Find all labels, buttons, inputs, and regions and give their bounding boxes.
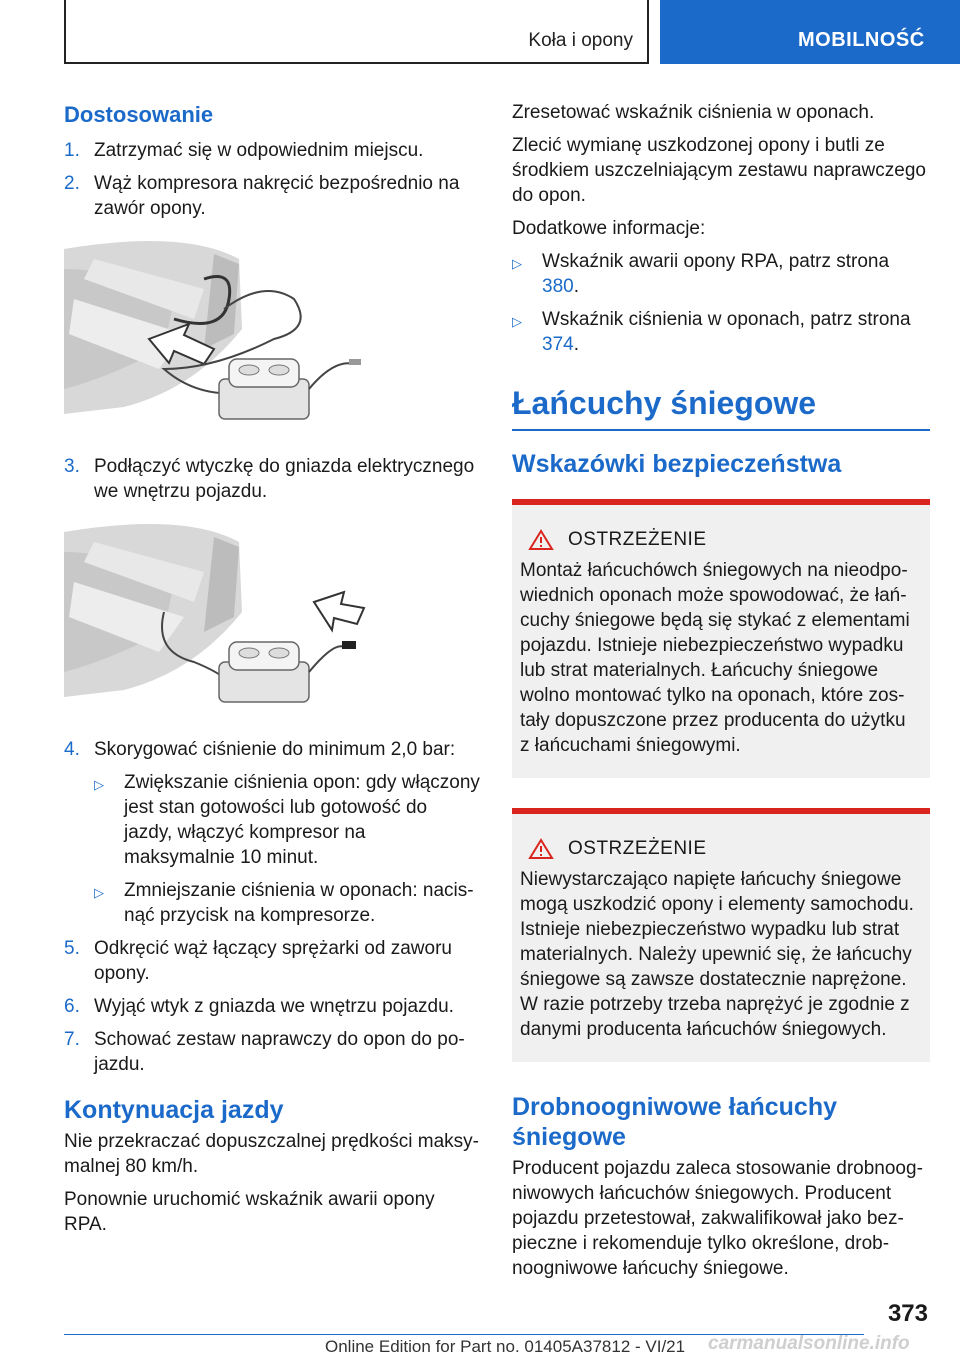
step-number: 5.	[64, 938, 80, 959]
step-4-bullet-increase	[94, 770, 480, 870]
step-number: 2.	[64, 173, 80, 194]
step-text: Wyjąć wtyk z gniazda we wnętrzu pojazdu.	[94, 996, 454, 1017]
watermark: carmanualsonline.info	[708, 1333, 910, 1354]
step-text: Odkręcić wąż łączący sprężarki od zaworu opony.	[94, 938, 452, 984]
bullet-triangle-icon: ▷	[512, 314, 522, 329]
bullet-triangle-icon: ▷	[94, 885, 104, 900]
step-text: Podłączyć wtyczkę do gniazda elektrycznego we wnętrzu pojazdu.	[94, 456, 475, 502]
compressor-valve-illustration	[64, 239, 480, 429]
bullet-text: Zmniejszanie ciśnienia w oponach: nacisnąć przycisk na kompresorze.	[124, 880, 474, 926]
reset-text: Zresetować wskaźnik ciśnienia w oponach.	[512, 102, 875, 123]
step-3	[64, 454, 480, 504]
heading-continue-driving: Kontynuacja jazdy	[64, 1096, 284, 1124]
fine-link-text: Producent pojazdu zaleca stosowanie drobnoogniwowych łańcuchów śniegowych. Producent pojazdu przetestował, zakwalifikował jako bezpieczne i rekomenduje tylko określone, drobnoogniwowe łańcuchy śniegowe.	[512, 1158, 923, 1279]
ref-text: Wskaźnik ciśnienia w oponach, patrz strona	[542, 309, 911, 330]
step-number: 6.	[64, 996, 80, 1017]
warning-title: OSTRZEŻENIE	[568, 838, 707, 859]
step-1	[64, 138, 480, 163]
footer-edition: Online Edition for Part no. 01405A37812 - VI/21	[325, 1337, 686, 1356]
ref-text: Wskaźnik awarii opony RPA, patrz strona	[542, 251, 890, 272]
step-number: 1.	[64, 140, 80, 161]
heading-adjust: Dostosowanie	[64, 102, 214, 127]
warning-title: OSTRZEŻENIE	[568, 529, 707, 550]
replace-text: Zlecić wymianę uszkodzonej opony i butli ze środkiem uszczelniającym zestawu naprawczego do opon.	[512, 135, 926, 206]
more-info-text: Dodatkowe informacje:	[512, 218, 706, 239]
page-number: 373	[887, 1300, 928, 1327]
step-text: Zatrzymać się w odpowiednim miejscu.	[94, 140, 424, 161]
page-link-374[interactable]: 374	[542, 334, 574, 355]
heading-fine-link-chains: Drobnoogniwowe łańcuchy śniegowe	[512, 1093, 838, 1151]
warning-box-1	[512, 499, 930, 778]
header-chapter-tab: MOBILNOŚĆ	[660, 0, 960, 64]
step-number: 4.	[64, 739, 80, 760]
bullet-triangle-icon: ▷	[512, 256, 522, 271]
warning-text: Niewystarczająco napięte łańcuchy śniegowe mogą uszkodzić opony i elementy samochodu. Istnieje niebezpieczeństwo wypadku lub strat materialnych. Należy upewnić się, że łańcuchy śniegowe są zawsze dostatecznie naprężone. W razie potrzeby trzeba naprężyć je zgodnie z danymi producenta łańcuchów śniegowych.	[520, 869, 914, 1040]
compressor-plug-illustration	[64, 522, 480, 712]
restart-rpa-text: Ponownie uruchomić wskaźnik awarii opony RPA.	[64, 1189, 435, 1235]
speed-limit-text: Nie przekraczać dopuszczalnej prędkości maksymalnej 80 km/h.	[64, 1131, 479, 1177]
heading-safety-notes: Wskazówki bezpieczeństwa	[512, 450, 842, 478]
step-text: Wąż kompresora nakręcić bezpośrednio na zawór opony.	[94, 173, 460, 219]
step-5	[64, 936, 480, 986]
step-2	[64, 171, 480, 221]
step-number: 7.	[64, 1029, 80, 1050]
step-6	[64, 994, 480, 1019]
step-4	[64, 737, 480, 762]
warning-box-2	[512, 808, 930, 1062]
right-column	[512, 100, 930, 1289]
header-section-box	[64, 0, 649, 64]
step-7	[64, 1027, 480, 1077]
ref-rpa: ▷ Wskaźnik awarii opony RPA, patrz strona 380.	[512, 251, 890, 297]
bullet-triangle-icon: ▷	[94, 777, 104, 792]
bullet-text: Zwiększanie ciśnienia opon: gdy włączony jest stan gotowości lub gotowość do jazdy, włączyć kompresor na maksymalnie 10 minut.	[124, 772, 480, 868]
warning-text: Montaż łańcuchówch śniegowych na nieodpowiednich oponach może spowodować, że łańcuchy śniegowe będą się stykać z elementami pojazdu. Istnieje niebezpieczeństwo wypadku lub strat materialnych. Łańcuchy śniegowe wolno montować tylko na oponach, które zostały dopuszczone przez producenta do użytku z łańcuchami śniegowymi.	[520, 560, 910, 756]
step-text: Skorygować ciśnienie do minimum 2,0 bar:	[94, 739, 456, 760]
header-section-title: Koła i opony	[528, 30, 633, 51]
step-number: 3.	[64, 456, 80, 477]
warning-triangle-icon	[528, 838, 554, 860]
ref-pressure: ▷ Wskaźnik ciśnienia w oponach, patrz strona 374.	[512, 309, 911, 355]
step-text: Schować zestaw naprawczy do opon do pojazdu.	[94, 1029, 465, 1075]
left-column	[64, 100, 480, 1245]
warning-triangle-icon	[528, 529, 554, 551]
page-link-380[interactable]: 380	[542, 276, 574, 297]
heading-snow-chains: Łańcuchy śniegowe	[512, 383, 930, 431]
step-4-bullet-decrease	[94, 878, 480, 928]
